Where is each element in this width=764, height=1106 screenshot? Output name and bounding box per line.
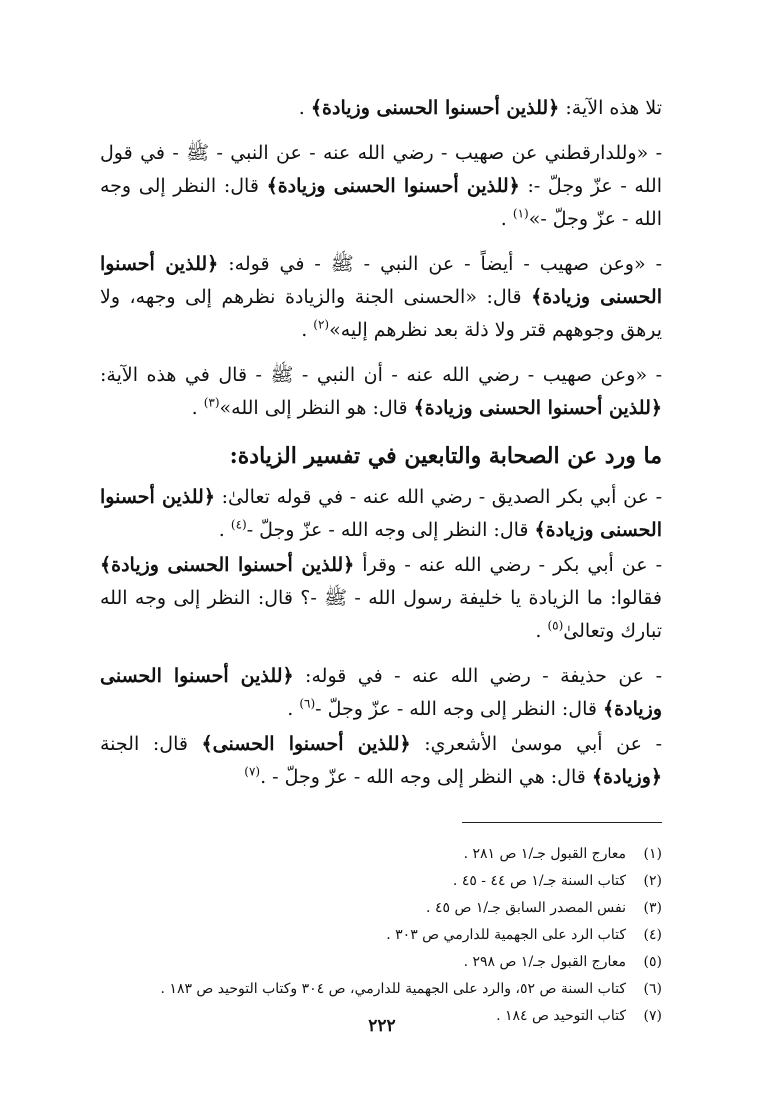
footnote-reference[interactable]: (٦) [299,696,316,711]
footnote-item [100,922,662,949]
footnote-text: معارج القبول جـ/١ ص ٢٩٨ . [463,954,626,970]
footnote-text: كتاب التوحيد ص ١٨٤ . [496,1008,626,1024]
paragraph [100,248,662,347]
paragraph [100,137,662,236]
footnote-number: (١) [643,846,662,862]
text-run: - عن أبي موسىٰ الأشعري: [410,733,662,755]
text-run: . [218,519,231,541]
footnote-divider [462,822,662,823]
footnote-number: (٣) [643,900,662,916]
text-run: قال: النظر إلى وجه الله - عزّ وجلّ - [246,519,535,541]
text-run: . [500,208,513,230]
text-run: قال: الجنة [100,733,202,755]
quran-quote: ﴿للذين أحسنوا الحسنى وزيادة﴾ [266,175,520,197]
footnote-text: معارج القبول جـ/١ ص ٢٨١ . [463,846,626,862]
paragraph [100,660,662,726]
page-number: ٢٢٢ [368,1016,396,1036]
text-run: - «وعن صهيب - رضي الله عنه - أن النبي - ﷺ - قال في هذه الآية: [100,364,662,386]
footnote-text: كتاب السنة ص ٥٢، والرد على الجهمية للدارمي، ص ٣٠٤ وكتاب التوحيد ص ١٨٣ . [160,981,626,997]
quran-quote: ﴿للذين أحسنوا الحسنى وزيادة﴾ [100,486,662,541]
text-run: . [191,397,204,419]
quran-quote: ﴿للذين أحسنوا الحسنى وزيادة﴾ [310,97,560,119]
footnote-item [100,841,662,868]
quran-quote: ﴿وزيادة﴾ [591,766,662,788]
footnote-reference[interactable]: (٧) [244,764,261,779]
footnote-item [100,976,662,1003]
footnote-reference[interactable]: (٢) [313,317,330,332]
footnote-text: كتاب الرد على الجهمية للدارمي ص ٣٠٣ . [386,927,626,943]
footnote-item [100,949,662,976]
companions-section [100,481,662,794]
footnote-number: (٤) [643,927,662,943]
hadith-section [100,92,662,425]
text-run: . [298,97,311,119]
footnote-reference[interactable]: (١) [512,206,529,221]
text-run: قال: النظر إلى وجه الله - عزّ وجلّ -» [100,175,662,230]
quran-quote: ﴿للذين أحسنوا الحسنى وزيادة﴾ [100,253,662,308]
paragraph [100,549,662,648]
text-run: - عن أبي بكر - رضي الله عنه - وقرأ [354,554,662,576]
footnote-item [100,868,662,895]
text-run: فقالوا: ما الزيادة يا خليفة رسول الله - ﷺ -؟ قال: النظر إلى وجه الله تبارك وتعالىٰ [100,587,662,642]
quran-quote: ﴿للذين أحسنوا الحسنى﴾ [201,733,411,755]
text-run: . [301,319,314,341]
footnote-number: (٧) [643,1008,662,1024]
quran-quote: ﴿للذين أحسنوا الحسنى وزيادة﴾ [100,554,355,576]
footnote-number: (٦) [643,981,662,997]
footnote-reference[interactable]: (٣) [203,395,220,410]
paragraph [100,728,662,794]
footnote-text: كتاب السنة جـ/١ ص ٤٤ - ٤٥ . [452,873,626,889]
text-run: . [287,698,300,720]
footnote-item [100,895,662,922]
text-run: - «وللدارقطني عن صهيب - رضي الله عنه - عن النبي - ﷺ - في قول الله - عزّ وجلّ -: [100,142,662,197]
text-run: قال: هو النظر إلى الله» [219,397,414,419]
footnote-number: (٢) [643,873,662,889]
text-run: - «وعن صهيب - أيضاً - عن النبي - ﷺ - في قوله: [218,253,662,275]
text-run: قال: النظر إلى وجه الله - عزّ وجلّ - [315,698,604,720]
text-run: - عن حذيفة - رضي الله عنه - في قوله: [293,665,662,687]
quran-quote: ﴿للذين أحسنوا الحسنى وزيادة﴾ [100,665,662,720]
footnote-text: نفس المصدر السابق جـ/١ ص ٤٥ . [426,900,626,916]
footnote-reference[interactable]: (٥) [547,618,564,633]
quran-quote: ﴿للذين أحسنوا الحسنى وزيادة﴾ [413,397,662,419]
text-run: قال: «الحسنى الجنة والزيادة نظرهم إلى وجهه، ولا يرهق وجوههم قتر ولا ذلة بعد نظرهم إليه» [100,286,662,341]
paragraph [100,359,662,425]
text-run: - عن أبي بكر الصديق - رضي الله عنه - في قوله تعالىٰ: [214,486,662,508]
footnote-number: (٥) [643,954,662,970]
footnote-reference[interactable]: (٤) [230,517,247,532]
text-run: قال: هي النظر إلى وجه الله - عزّ وجلّ - . [260,766,592,788]
paragraph [100,92,662,125]
paragraph [100,481,662,547]
text-run: . [535,620,548,642]
text-run: تلا هذه الآية: [559,97,662,119]
section-heading: ما ورد عن الصحابة والتابعين في تفسير الزيادة: [229,443,662,469]
footnotes-list [100,841,662,1030]
